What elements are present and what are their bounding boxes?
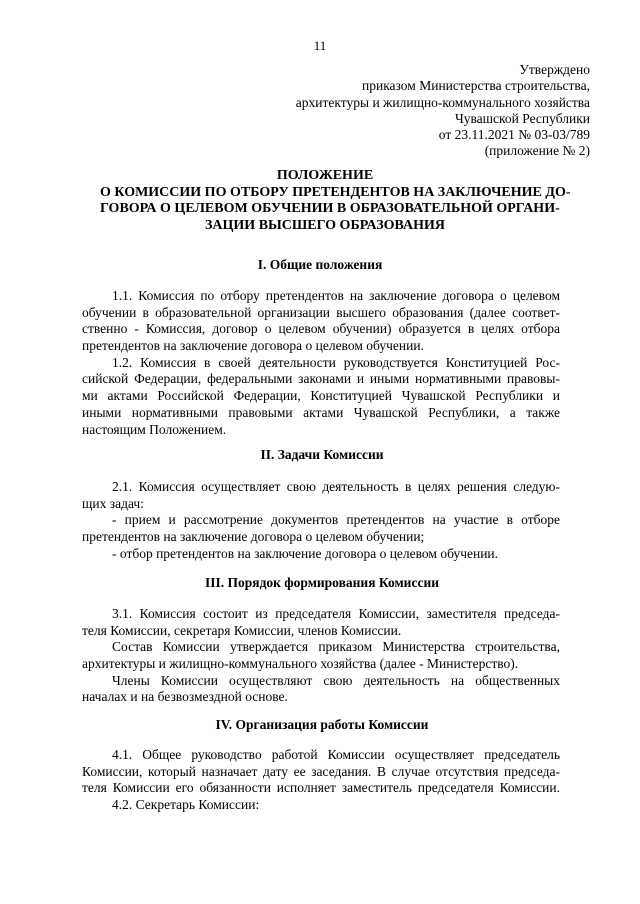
- approval-stamp: [296, 62, 590, 160]
- paragraph-line: Комиссии, который назначает дату ее заседания. В случае отсутствия председа-: [82, 763, 560, 779]
- title-line: ПОЛОЖЕНИЕ: [276, 168, 374, 183]
- section-heading: II. Задачи Комиссии: [260, 447, 384, 462]
- paragraph-line: ми актами Российской Федерации, Конституцией Чувашской Республики и: [82, 388, 560, 404]
- title-line: О КОМИССИИ ПО ОТБОРУ ПРЕТЕНДЕНТОВ НА ЗАКЛЮЧЕНИЕ ДО-: [100, 184, 571, 200]
- paragraph-line: началах и на безвозмездной основе.: [82, 689, 288, 705]
- approval-line: Чувашской Республики: [454, 110, 590, 126]
- section-heading: IV. Организация работы Комиссии: [215, 717, 429, 732]
- title-line: ГОВОРА О ЦЕЛЕВОМ ОБУЧЕНИИ В ОБРАЗОВАТЕЛЬНОЙ ОРГАНИ-: [100, 201, 560, 217]
- page-number: 11: [313, 38, 327, 53]
- paragraph-line: иными нормативными правовыми актами Чувашской Республики, а также: [82, 404, 560, 420]
- paragraph-line: претендентов на заключение договора о целевом обучении.: [82, 338, 424, 354]
- approval-line: от 23.11.2021 № 03-03/789: [438, 127, 590, 143]
- paragraph-line: 3.1. Комиссия состоит из председателя Комиссии, заместителя председа-: [112, 606, 560, 621]
- paragraph-line: 2.1. Комиссия осуществляет свою деятельность в целях решения следую-: [112, 479, 560, 494]
- paragraph-line: - отбор претендентов на заключение договора о целевом обучении.: [112, 545, 499, 561]
- paragraph-line: щих задач:: [82, 495, 144, 511]
- paragraph-line: 1.1. Комиссия по отбору претендентов на заключение договора о целевом: [112, 288, 560, 303]
- paragraph-line: теля Комиссии, секретаря Комиссии, членов Комиссии.: [82, 622, 402, 638]
- approval-line: Утверждено: [519, 62, 590, 77]
- paragraph-line: сийской Федерации, федеральными законами и иными нормативными правовы-: [82, 371, 560, 387]
- paragraph-line: 1.2. Комиссия в своей деятельности руководствуется Конституцией Рос-: [112, 354, 560, 370]
- paragraph-line: ственно - Комиссия, договор о целевом обучении) образуется в целях отбора: [82, 321, 560, 337]
- section-heading: I. Общие положения: [257, 257, 383, 272]
- section-body: [82, 747, 560, 814]
- paragraph-line: теля Комиссии его обязанности исполняет заместитель председателя Комиссии.: [82, 780, 560, 796]
- approval-line: приказом Министерства строительства,: [362, 78, 590, 94]
- title-line: ЗАЦИИ ВЫСШЕГО ОБРАЗОВАНИЯ: [205, 218, 445, 234]
- paragraph-line: настоящим Положением.: [82, 421, 227, 437]
- paragraph-line: претендентов на заключение договора о целевом обучении;: [82, 529, 425, 545]
- paragraph-line: 4.1. Общее руководство работой Комиссии осуществляет председатель: [112, 747, 560, 762]
- approval-line: архитектуры и жилищно-коммунального хозяйства: [295, 94, 590, 110]
- section-body: [82, 606, 560, 706]
- paragraph-line: обучении в образовательной организации высшего образования (далее соответ-: [82, 304, 560, 320]
- section-heading: III. Порядок формирования Комиссии: [205, 575, 439, 590]
- paragraph-line: Члены Комиссии осуществляют свою деятельность на общественных: [112, 672, 560, 688]
- paragraph-line: - прием и рассмотрение документов претендентов на участие в отборе: [112, 512, 560, 528]
- paragraph-line: Состав Комиссии утверждается приказом Министерства строительства,: [112, 639, 560, 655]
- paragraph-line: архитектуры и жилищно-коммунального хозяйства (далее - Министерство).: [82, 656, 519, 672]
- document-title: [100, 168, 571, 235]
- section-body: [82, 288, 560, 438]
- paragraph-line: 4.2. Секретарь Комиссии:: [112, 797, 260, 813]
- section-body: [82, 479, 560, 562]
- approval-line: (приложение № 2): [484, 143, 590, 159]
